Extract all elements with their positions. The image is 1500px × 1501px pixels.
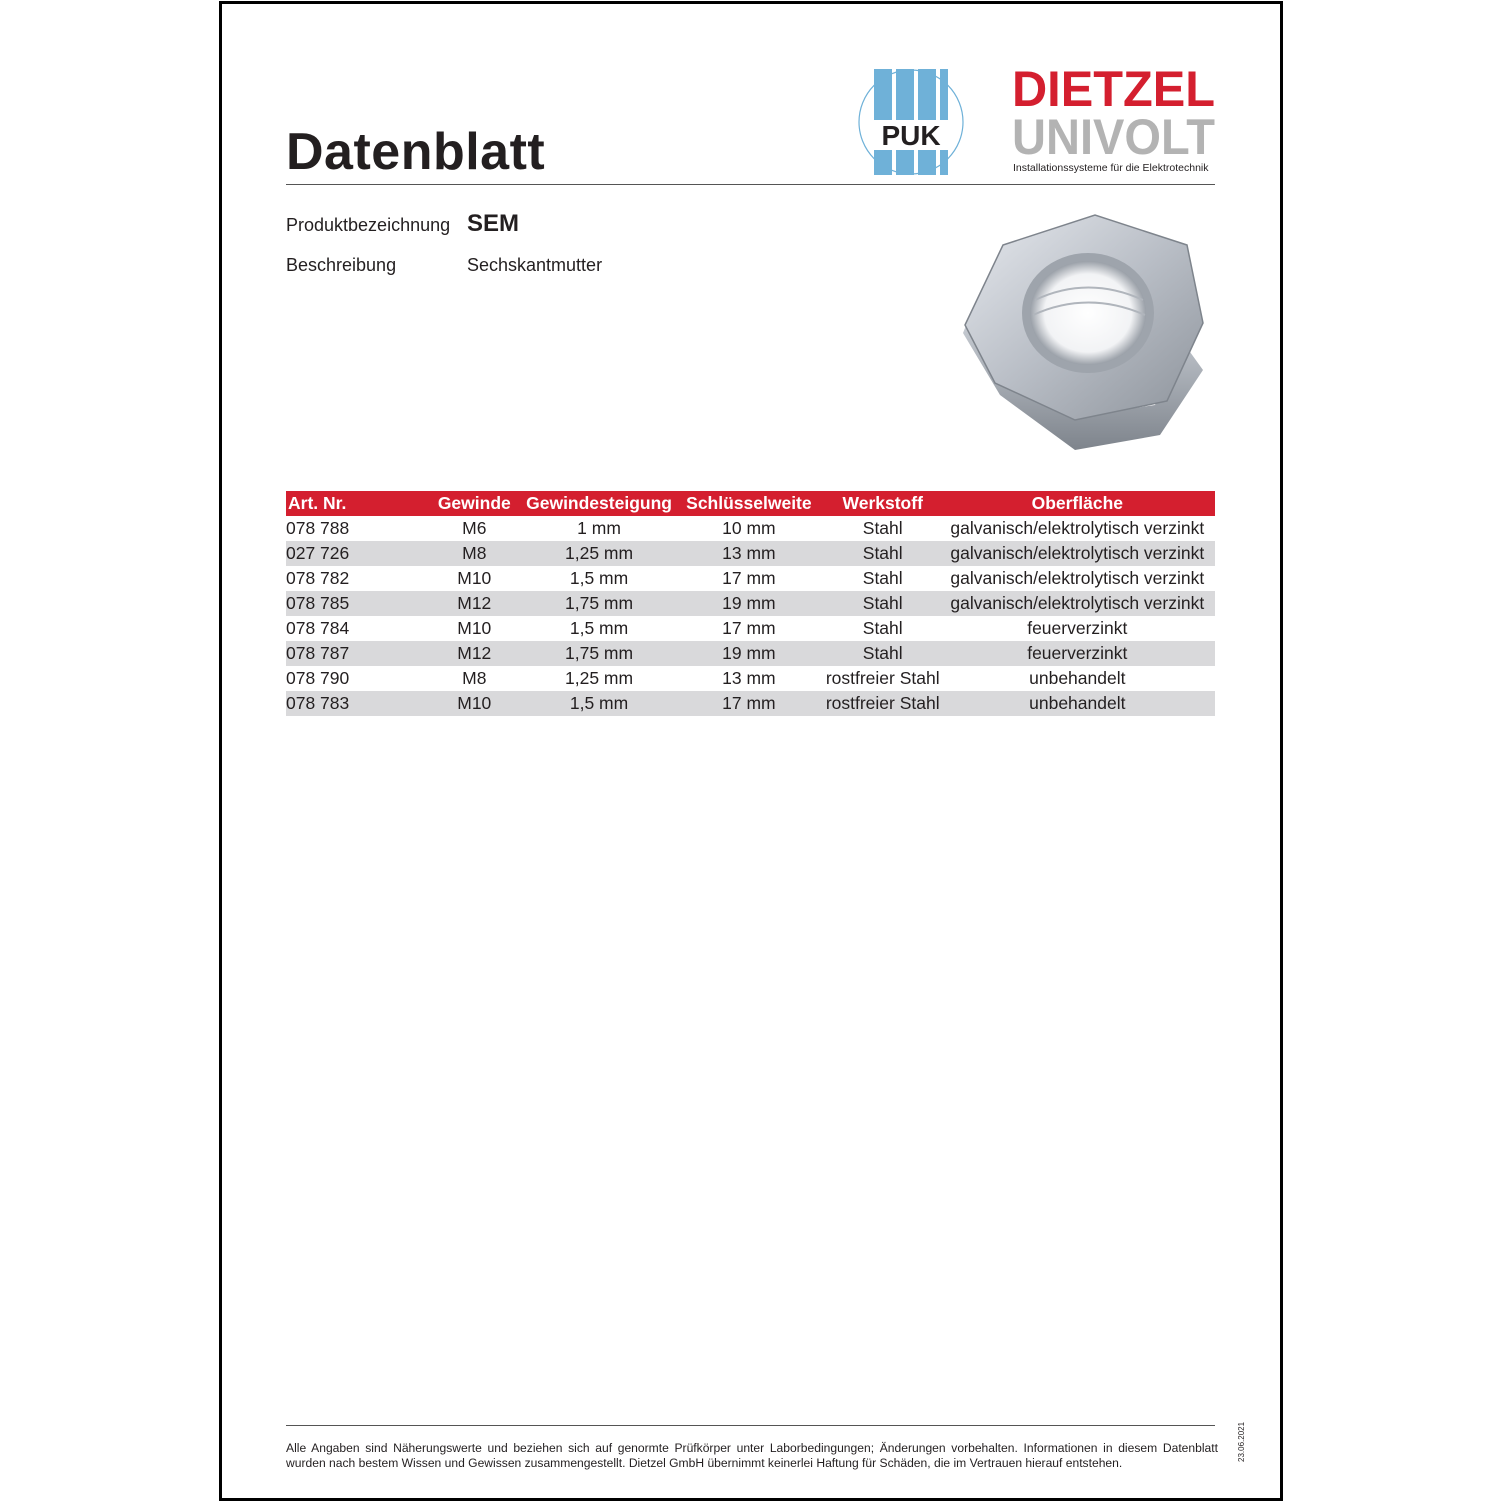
cell-werkstoff: Stahl [862,618,903,638]
cell-gewindesteigung: 1,5 mm [569,618,629,638]
cell-art-nr: 078 783 [286,691,422,716]
column-header-schluesselweite: Schlüsselweite [672,491,826,516]
cell-werkstoff: rostfreier Stahl [826,691,940,716]
table-row [286,666,1215,691]
description-value: Sechskantmutter [467,255,603,275]
cell-werkstoff: Stahl [826,541,940,566]
cell-art-nr: 078 782 [286,568,350,588]
column-header-gewinde: Gewinde [422,491,526,516]
cell-art-nr: 078 785 [286,591,422,616]
cell-gewinde: M8 [422,541,526,566]
table-row [286,566,1215,591]
cell-gewindesteigung: 1,25 mm [526,541,672,566]
cell-oberflaeche: feuerverzinkt [1027,618,1128,638]
cell-gewindesteigung: 1,75 mm [526,641,672,666]
cell-schluesselweite: 10 mm [722,518,776,538]
cell-schluesselweite: 19 mm [672,641,826,666]
header-divider [286,184,1215,185]
table-row [286,641,1215,666]
cell-art-nr: 078 790 [286,668,350,688]
cell-gewinde: M10 [457,568,492,588]
cell-gewinde: M12 [422,591,526,616]
page-title: Datenblatt [286,123,546,181]
puk-logo [855,68,967,176]
spec-table [286,491,1215,716]
document-date: 23.06.2021 [1237,1421,1246,1462]
cell-schluesselweite: 17 mm [672,691,826,716]
cell-gewinde: M8 [462,668,487,688]
cell-art-nr: 027 726 [286,541,422,566]
cell-oberflaeche: galvanisch/elektrolytisch verzinkt [950,518,1205,538]
cell-werkstoff: rostfreier Stahl [825,668,940,688]
cell-oberflaeche: galvanisch/elektrolytisch verzinkt [950,568,1205,588]
dietzel-wordmark: DIETZEL [1012,66,1215,117]
cell-schluesselweite: 17 mm [722,568,776,588]
cell-gewinde: M6 [462,518,487,538]
brand-tagline: Installationssysteme für die Elektrotechnik [1013,162,1209,174]
cell-schluesselweite: 17 mm [722,618,776,638]
cell-gewinde: M10 [422,691,526,716]
puk-logo-text: PUK [881,120,941,151]
column-header-gewindesteigung: Gewindesteigung [526,491,672,516]
cell-gewinde: M10 [457,618,492,638]
product-name-label: Produktbezeichnung [286,215,451,235]
hex-nut-icon [955,205,1215,465]
cell-oberflaeche: unbehandelt [940,691,1215,716]
cell-art-nr: 078 787 [286,641,422,666]
table-row [286,591,1215,616]
cell-schluesselweite: 13 mm [722,668,776,688]
column-header-oberflaeche: Oberfläche [940,491,1215,516]
cell-oberflaeche: galvanisch/elektrolytisch verzinkt [940,591,1215,616]
cell-art-nr: 078 784 [286,618,350,638]
cell-werkstoff: Stahl [862,518,903,538]
table-row [286,516,1215,541]
cell-oberflaeche: galvanisch/elektrolytisch verzinkt [940,541,1215,566]
univolt-wordmark: UNIVOLT [1012,109,1215,162]
table-row [286,541,1215,566]
cell-werkstoff: Stahl [826,641,940,666]
footer-divider [286,1425,1215,1426]
footer-disclaimer: Alle Angaben sind Näherungswerte und beziehen sich auf genormte Prüfkörper unter Laborbedingungen; Änderungen vorbehalten. Informationen in diesem Datenblatt wurden nach bestem Wissen und Gewissen zusammengestellt. Dietzel GmbH übernimmt keinerlei Haftung für Schäden, die im Vertrauen hierauf entstehen. [286,1441,1218,1470]
cell-schluesselweite: 13 mm [672,541,826,566]
dietzel-univolt-logo [1012,66,1217,162]
column-header-art-nr: Art. Nr. [286,491,422,516]
product-name-value: SEM [467,210,520,237]
spec-table-header-row [286,491,1215,516]
cell-oberflaeche: unbehandelt [1029,668,1126,688]
cell-schluesselweite: 19 mm [672,591,826,616]
cell-werkstoff: Stahl [862,568,903,588]
cell-gewindesteigung: 1,25 mm [565,668,634,688]
cell-gewindesteigung: 1 mm [577,518,621,538]
cell-oberflaeche: feuerverzinkt [940,641,1215,666]
cell-werkstoff: Stahl [826,591,940,616]
description-label: Beschreibung [286,255,397,275]
cell-gewindesteigung: 1,5 mm [569,568,629,588]
cell-gewindesteigung: 1,5 mm [526,691,672,716]
table-row [286,616,1215,641]
cell-gewinde: M12 [422,641,526,666]
cell-gewindesteigung: 1,75 mm [526,591,672,616]
cell-art-nr: 078 788 [286,518,350,538]
table-row [286,691,1215,716]
column-header-werkstoff: Werkstoff [826,491,940,516]
